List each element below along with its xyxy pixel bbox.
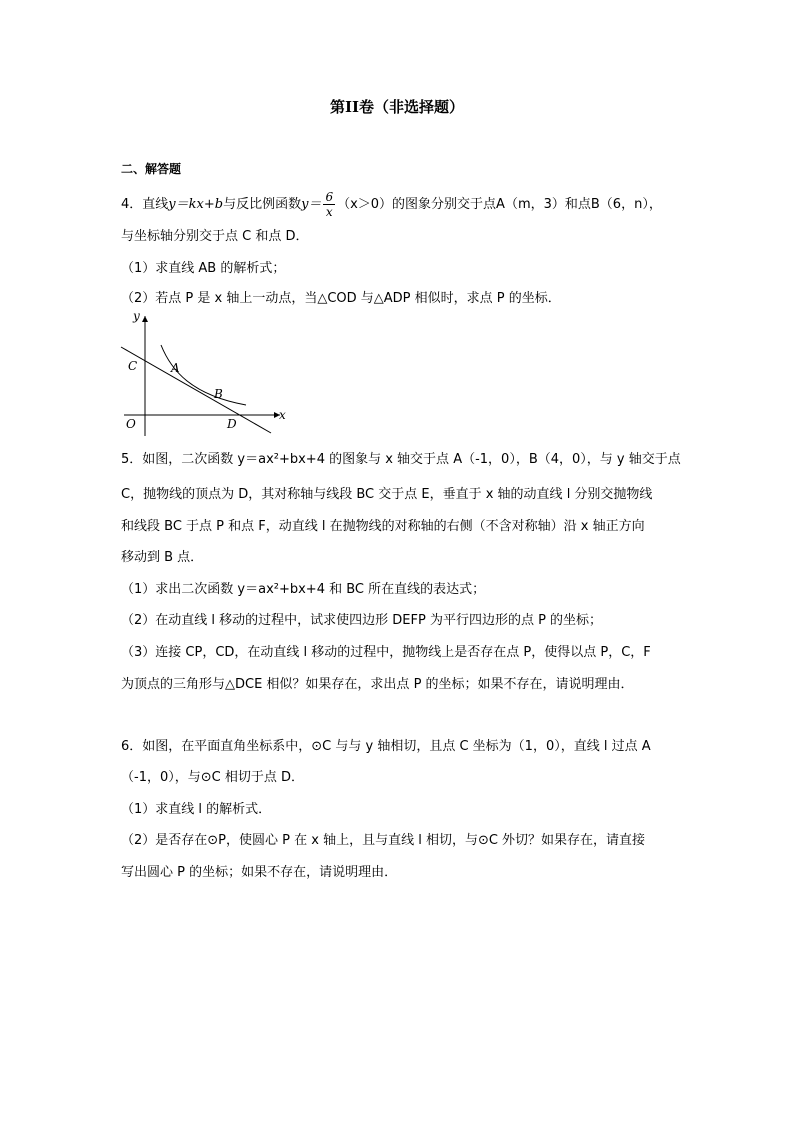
q5-part-2: （2）在动直线 l 移动的过程中，试求使四边形 DEFP 为平行四边形的点 P 的坐标； [121, 613, 603, 628]
q4-frac-den: x [325, 205, 333, 219]
q5-line-2: C，抛物线的顶点为 D，其对称轴与线段 BC 交于点 E，垂直于 x 轴的动直线 l 分别交抛物线 [121, 487, 653, 502]
q6-line-1: 6．如图，在平面直角坐标系中，⊙C 与与 y 轴相切，且点 C 坐标为（1，0），直线 l 过点 A [121, 739, 651, 754]
q4-text-2: 与反比例函数 [223, 197, 302, 212]
q6-line-2: （-1，0），与⊙C 相切于点 D． [121, 770, 304, 785]
q4-text-4: 和点 [564, 197, 591, 212]
q4-y-eq: y＝ [301, 197, 322, 212]
label-x: x [279, 408, 286, 422]
q5-line-3: 和线段 BC 于点 P 和点 F，动直线 l 在抛物线的对称轴的右侧（不含对称轴）沿 x 轴正方向 [121, 519, 645, 534]
q4-line-2: 与坐标轴分别交于点 C 和点 D． [121, 229, 309, 244]
label-y: y [133, 310, 140, 323]
q4-text-3: （x＞0）的图象分别交于点 [337, 197, 497, 212]
q5-line-1: 5．如图，二次函数 y＝ax²+bx+4 的图象与 x 轴交于点 A（-1，0），B（4，0），与 y 轴交于点 [121, 452, 681, 467]
label-c: C [128, 359, 138, 373]
q4-part-1: （1）求直线 AB 的解析式； [121, 261, 286, 276]
label-b: B [214, 387, 223, 401]
q5-line-4: 移动到 B 点． [121, 550, 204, 565]
label-a: A [171, 361, 180, 375]
page-title: 第II卷（非选择题） [329, 98, 465, 116]
q4-point-a: A（m，3） [496, 197, 565, 212]
label-o: O [126, 417, 136, 431]
q5-part-1: （1）求出二次函数 y＝ax²+bx+4 和 BC 所在直线的表达式； [121, 582, 486, 597]
q6-part-2b: 写出圆心 P 的坐标；如果不存在，请说明理由． [121, 865, 398, 880]
label-d: D [227, 417, 237, 431]
q4-point-b: B（6，n）， [590, 197, 662, 212]
q4-frac-num: 6 [325, 190, 334, 204]
hyperbola-curve [161, 345, 246, 405]
line-ab [121, 347, 271, 433]
q4-figure [116, 310, 286, 438]
q4-text-1: 4．直线 [121, 197, 169, 212]
q4-line-1 [121, 190, 662, 219]
q5-part-3a: （3）连接 CP，CD，在动直线 l 移动的过程中，抛物线上是否存在点 P，使得以点 P，C，F [121, 645, 651, 660]
q6-part-1: （1）求直线 l 的解析式． [121, 802, 272, 817]
q5-part-3b: 为顶点的三角形与△DCE 相似？如果存在，求出点 P 的坐标；如果不存在，请说明理由． [121, 677, 634, 692]
q6-part-2a: （2）是否存在⊙P，使圆心 P 在 x 轴上，且与直线 l 相切，与⊙C 外切？如果存在，请直接 [121, 833, 646, 848]
q4-line-eq: y＝kx+b [168, 197, 224, 212]
q4-part-2: （2）若点 P 是 x 轴上一动点，当△COD 与△ADP 相似时，求点 P 的坐标． [121, 291, 561, 306]
q4-fraction [323, 190, 335, 219]
section-heading: 二、解答题 [121, 162, 182, 176]
